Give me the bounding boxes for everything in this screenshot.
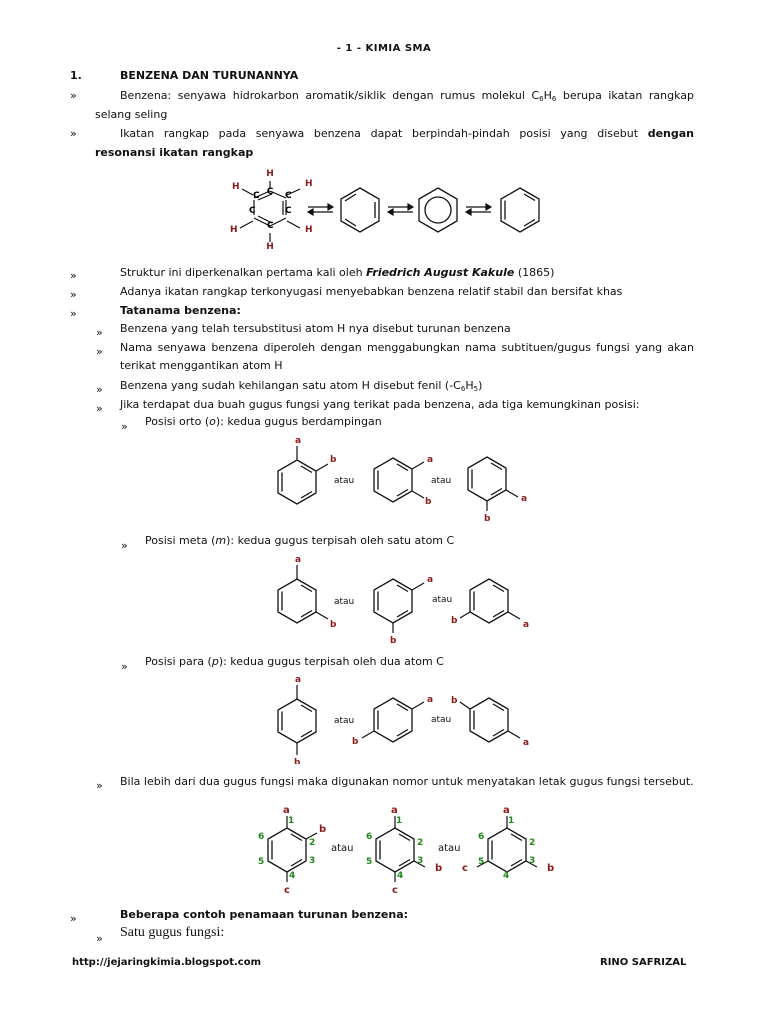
svg-text:b: b [451,696,458,706]
svg-text:b: b [330,620,337,630]
svg-text:H: H [230,225,238,235]
subpoint-nama: Nama senyawa benzena diperoleh dengan menggabungkan nama subtituen/gugus fungsi yang akan terikat menggantikan atom H [120,341,694,372]
benzene-aromatic-circle [419,188,457,232]
paragraph-kekule: Struktur ini diperkenalkan pertama kali oleh Friedrich August Kakule (1865) [120,266,555,279]
bullet-glyph: » [96,932,103,945]
equilibrium-arrow [466,204,491,215]
para-ring-3 [451,696,529,748]
svg-text:2: 2 [417,838,424,848]
meta-ring-2 [374,575,433,644]
svg-text:a: a [283,805,290,816]
section-number: 1. [70,69,82,82]
para-ring-1 [278,675,316,764]
svg-text:4: 4 [397,871,404,881]
bullet-glyph: » [96,383,103,396]
subpoint-turunan: Benzena yang telah tersubstitusi atom H nya disebut turunan benzena [120,322,511,335]
para-diagram [260,674,550,764]
svg-text:c: c [462,863,468,874]
svg-text:4: 4 [503,871,510,881]
atau-label: atau [431,476,452,486]
meta-ring-3 [451,579,529,630]
svg-text:5: 5 [366,857,373,867]
svg-text:c: c [284,885,290,895]
svg-text:3: 3 [309,856,316,866]
resonance-diagram [220,165,560,257]
svg-text:6: 6 [258,832,265,842]
svg-text:5: 5 [258,857,265,867]
bullet-glyph: » [96,326,103,339]
svg-text:a: a [521,494,528,504]
svg-text:a: a [427,695,434,705]
svg-text:a: a [295,436,302,446]
svg-text:a: a [295,675,302,685]
svg-text:H: H [266,242,274,252]
meta-ring-1 [278,555,337,630]
bullet-glyph: » [121,539,128,552]
para-ring-2 [352,695,433,747]
subpoint-lebih-dua: Bila lebih dari dua gugus fungsi maka digunakan nomor untuk menyatakan letak gugus fungsi tersebut. [120,775,694,788]
subpoint-fenil: Benzena yang sudah kehilangan satu atom H disebut fenil $(-C_6H_5)$ [120,379,483,393]
equilibrium-arrow [388,204,413,215]
bullet-glyph: » [121,420,128,433]
svg-text:2: 2 [309,838,316,848]
svg-text:C: C [249,206,256,216]
svg-text:b: b [435,863,443,874]
svg-text:2: 2 [529,838,536,848]
kekule-structure [230,169,313,252]
numbered-ring-1 [258,805,326,895]
svg-text:C: C [285,191,292,201]
svg-text:C: C [266,187,274,197]
benzene-kekule-b [501,188,539,232]
svg-text:b: b [390,636,397,644]
section-title: BENZENA DAN TURUNANNYA [120,69,299,82]
svg-text:C: C [267,221,274,231]
svg-text:H: H [266,169,274,179]
svg-text:a: a [427,575,434,585]
svg-text:1: 1 [288,816,295,826]
footer-url[interactable]: http://jejaringkimia.blogspot.com [72,957,262,968]
posisi-meta-text: Posisi meta (m): kedua gugus terpisah oleh satu atom C [145,534,455,547]
page-header: - 1 - KIMIA SMA [336,43,432,54]
svg-text:b: b [352,737,359,747]
atau-label: atau [438,843,461,854]
svg-text:b: b [451,616,458,626]
bullet-glyph: » [96,402,103,415]
orto-ring-3 [468,457,527,524]
svg-text:4: 4 [289,871,296,881]
svg-text:C: C [285,206,292,216]
svg-text:H: H [232,182,240,192]
paragraph-resonance: Ikatan rangkap pada senyawa benzena dapat berpindah-pindah posisi yang disebut dengan resonansi ikatan rangkap [95,127,694,159]
bullet-glyph: » [70,269,77,282]
bullet-glyph: » [96,345,103,358]
svg-text:H: H [305,179,313,189]
orto-ring-1 [278,436,337,504]
svg-text:3: 3 [529,856,536,866]
atau-label: atau [431,715,452,725]
svg-text:a: a [427,455,434,465]
atau-label: atau [334,597,355,607]
equilibrium-arrow [308,204,333,215]
svg-text:a: a [295,555,302,565]
numbered-ring-3 [462,805,554,881]
meta-diagram [260,554,550,644]
orto-ring-2 [374,455,433,507]
svg-text:5: 5 [478,857,485,867]
paragraph-stability: Adanya ikatan rangkap terkonyugasi menyebabkan benzena relatif stabil dan bersifat khas [120,285,623,298]
svg-text:b: b [294,758,301,764]
numbered-diagram [245,795,565,895]
svg-text:b: b [319,824,327,835]
svg-text:a: a [503,805,510,816]
subpoint-dua-gugus: Jika terdapat dua buah gugus fungsi yang terikat pada benzena, ada tiga kemungkinan posisi: [120,398,640,411]
svg-text:c: c [392,885,398,895]
numbered-ring-2 [366,805,442,895]
svg-text:a: a [523,738,530,748]
svg-text:b: b [547,863,555,874]
benzene-kekule-a [341,188,379,232]
bullet-glyph: » [121,660,128,673]
svg-text:1: 1 [508,816,515,826]
svg-text:b: b [484,514,491,524]
svg-text:a: a [523,620,530,630]
bullet-glyph: » [96,779,103,792]
svg-text:3: 3 [417,856,424,866]
heading-contoh: Beberapa contoh penamaan turunan benzena: [120,908,409,921]
heading-tatanama: Tatanama benzena: [120,304,241,317]
bullet-glyph: » [70,89,77,102]
bullet-glyph: » [70,307,77,320]
orto-diagram [260,436,550,524]
footer-author: RINO SAFRIZAL [600,957,687,968]
paragraph-benzena-def: Benzena: senyawa hidrokarbon aromatik/siklik dengan rumus molekul $C_6H_6$ berupa ikatan rangkap selang seling [95,89,694,121]
svg-text:C: C [253,191,260,201]
svg-text:6: 6 [478,832,485,842]
atau-label: atau [334,716,355,726]
bullet-glyph: » [70,288,77,301]
atau-label: atau [331,843,354,854]
svg-text:a: a [391,805,398,816]
svg-text:6: 6 [366,832,373,842]
svg-text:b: b [425,497,432,507]
subpoint-satu-gugus: Satu gugus fungsi: [120,925,225,940]
posisi-para-text: Posisi para (p): kedua gugus terpisah oleh dua atom C [145,655,444,668]
posisi-orto-text: Posisi orto (o): kedua gugus berdampingan [145,415,382,428]
atau-label: atau [334,476,355,486]
svg-text:1: 1 [396,816,403,826]
svg-text:b: b [330,455,337,465]
atau-label: atau [432,595,453,605]
bullet-glyph: » [70,127,77,140]
svg-text:H: H [305,225,313,235]
bullet-glyph: » [70,912,77,925]
